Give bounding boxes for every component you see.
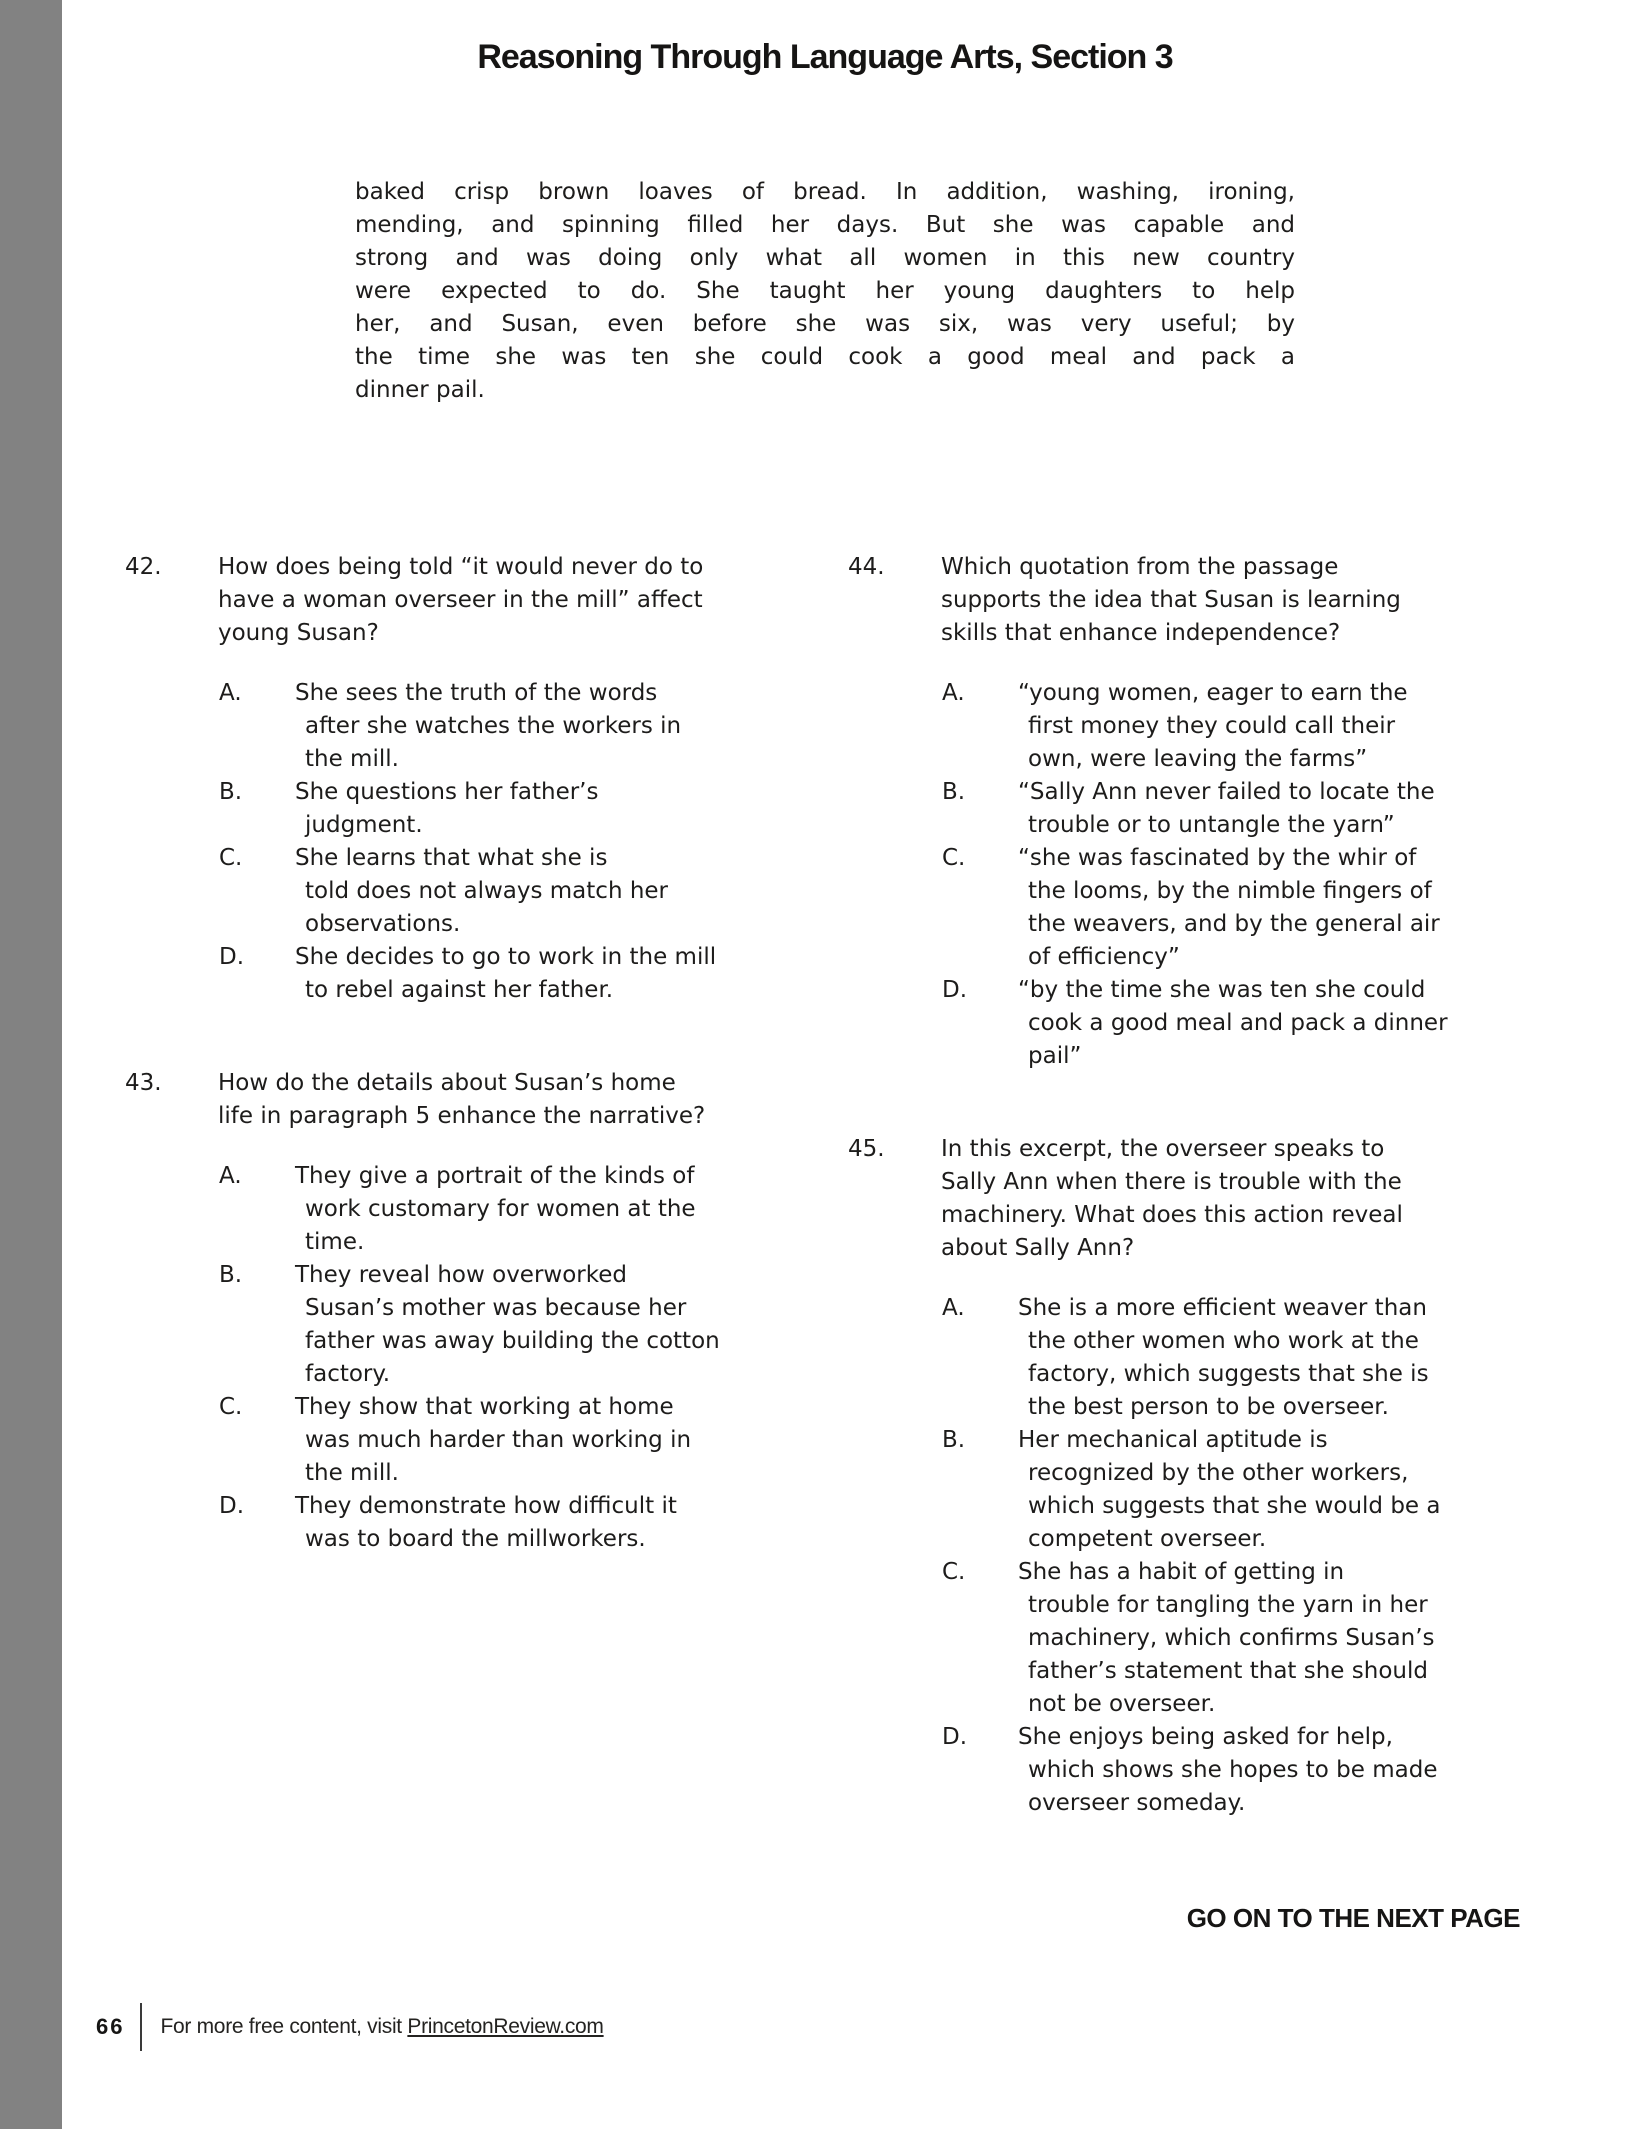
option-text-line: after she watches the workers in	[305, 713, 682, 739]
answer-option-C	[942, 1556, 1558, 1721]
passage-line: the time she was ten she could cook a good meal and pack a	[355, 344, 1295, 370]
option-letter: A.	[942, 680, 965, 706]
option-text-line: overseer someday.	[1028, 1790, 1246, 1816]
question-stem-line: supports the idea that Susan is learning	[941, 587, 1401, 613]
option-text	[1018, 842, 1440, 974]
page-number: 66	[96, 2014, 125, 2039]
option-letter: D.	[219, 1493, 245, 1519]
answer-options	[848, 677, 1558, 1073]
option-text	[295, 1259, 720, 1391]
question-row	[125, 551, 835, 650]
option-letter: D.	[219, 944, 245, 970]
answer-option-D	[942, 974, 1558, 1073]
option-text	[295, 1160, 696, 1259]
option-text-line: She learns that what she is	[295, 845, 608, 871]
option-text	[295, 677, 681, 776]
option-text-line: They give a portrait of the kinds of	[295, 1163, 695, 1189]
option-letter: B.	[942, 779, 966, 805]
passage-line: strong and was doing only what all women in this new country	[355, 245, 1295, 271]
passage-line: mending, and spinning filled her days. But she was capable and	[355, 212, 1295, 238]
option-text-line: “by the time she was ten she could	[1018, 977, 1426, 1003]
answer-option-B	[219, 776, 835, 842]
option-letter: A.	[219, 680, 242, 706]
question-stem-line: young Susan?	[218, 620, 379, 646]
option-text	[295, 1490, 677, 1556]
question-45	[848, 1133, 1558, 1820]
answer-options	[125, 677, 835, 1007]
option-text-line: told does not always match her	[305, 878, 669, 904]
option-text-line: trouble or to untangle the yarn”	[1028, 812, 1395, 838]
option-text	[1018, 974, 1448, 1073]
option-text	[1018, 1424, 1440, 1556]
footer-divider	[140, 2003, 142, 2051]
question-42	[125, 551, 835, 1007]
option-text-line: They show that working at home	[295, 1394, 674, 1420]
option-text-line: machinery, which confirms Susan’s	[1028, 1625, 1435, 1651]
option-text	[295, 1391, 691, 1490]
option-text-line: pail”	[1028, 1043, 1082, 1069]
answer-option-A	[219, 1160, 835, 1259]
option-text-line: They reveal how overworked	[295, 1262, 628, 1288]
question-number: 42.	[125, 554, 162, 580]
question-stem-line: How does being told “it would never do to	[218, 554, 704, 580]
question-row	[848, 1133, 1558, 1265]
option-text-line: “Sally Ann never failed to locate the	[1018, 779, 1435, 805]
option-text-line: was to board the millworkers.	[305, 1526, 646, 1552]
option-text	[295, 776, 598, 842]
option-letter: C.	[219, 845, 243, 871]
option-text-line: “she was fascinated by the whir of	[1018, 845, 1417, 871]
answer-option-C	[942, 842, 1558, 974]
option-text-line: to rebel against her father.	[305, 977, 614, 1003]
page-title: Reasoning Through Language Arts, Section 3	[477, 38, 1173, 76]
option-text-line: factory, which suggests that she is	[1028, 1361, 1429, 1387]
question-number: 43.	[125, 1070, 162, 1096]
answer-option-C	[219, 842, 835, 941]
question-stem-line: skills that enhance independence?	[941, 620, 1341, 646]
option-text-line: factory.	[305, 1361, 391, 1387]
option-text-line: the looms, by the nimble fingers of	[1028, 878, 1432, 904]
option-text	[1018, 1556, 1435, 1721]
answer-option-B	[942, 776, 1558, 842]
option-text-line: observations.	[305, 911, 461, 937]
option-letter: C.	[219, 1394, 243, 1420]
footer-text	[160, 2015, 603, 2039]
option-letter: D.	[942, 1724, 968, 1750]
answer-option-C	[219, 1391, 835, 1490]
option-text-line: first money they could call their	[1028, 713, 1396, 739]
answer-option-A	[219, 677, 835, 776]
option-text-line: competent overseer.	[1028, 1526, 1267, 1552]
question-stem	[941, 551, 1401, 650]
option-text-line: which shows she hopes to be made	[1028, 1757, 1438, 1783]
option-text	[1018, 1292, 1429, 1424]
option-text-line: of efficiency”	[1028, 944, 1180, 970]
question-stem-line: How do the details about Susan’s home	[218, 1070, 676, 1096]
option-text-line: time.	[305, 1229, 365, 1255]
option-text-line: not be overseer.	[1028, 1691, 1216, 1717]
option-text-line: She sees the truth of the words	[295, 680, 658, 706]
questions-column-left	[125, 551, 835, 1556]
option-letter: A.	[219, 1163, 242, 1189]
answer-options	[125, 1160, 835, 1556]
option-letter: B.	[942, 1427, 966, 1453]
option-text-line: work customary for women at the	[305, 1196, 696, 1222]
question-stem	[941, 1133, 1403, 1265]
passage-line: dinner pail.	[355, 377, 485, 403]
option-letter: B.	[219, 1262, 243, 1288]
option-text-line: the mill.	[305, 746, 399, 772]
answer-option-D	[942, 1721, 1558, 1820]
option-text-line: cook a good meal and pack a dinner	[1028, 1010, 1448, 1036]
option-text-line: She questions her father’s	[295, 779, 599, 805]
option-text-line: They demonstrate how difficult it	[295, 1493, 677, 1519]
footer-text-label: For more free content, visit	[160, 2015, 408, 2038]
page-footer	[96, 2003, 604, 2051]
question-number: 44.	[848, 554, 885, 580]
questions-column-right	[848, 551, 1558, 1820]
page-edge-gray-bar	[0, 0, 62, 2129]
answer-option-A	[942, 677, 1558, 776]
question-stem-line: life in paragraph 5 enhance the narrative?	[218, 1103, 706, 1129]
option-text-line: the weavers, and by the general air	[1028, 911, 1440, 937]
option-letter: C.	[942, 1559, 966, 1585]
question-row	[125, 1067, 835, 1133]
option-text-line: the best person to be overseer.	[1028, 1394, 1389, 1420]
option-letter: D.	[942, 977, 968, 1003]
answer-option-D	[219, 941, 835, 1007]
option-text-line: She enjoys being asked for help,	[1018, 1724, 1393, 1750]
option-text-line: Susan’s mother was because her	[305, 1295, 687, 1321]
question-stem	[218, 1067, 705, 1133]
option-text	[1018, 776, 1435, 842]
question-stem-line: machinery. What does this action reveal	[941, 1202, 1403, 1228]
question-43	[125, 1067, 835, 1556]
question-row	[848, 551, 1558, 650]
option-letter: B.	[219, 779, 243, 805]
option-text	[1018, 1721, 1437, 1820]
option-text	[295, 842, 668, 941]
option-text-line: She has a habit of getting in	[1018, 1559, 1345, 1585]
option-text	[295, 941, 716, 1007]
option-text-line: was much harder than working in	[305, 1427, 692, 1453]
question-44	[848, 551, 1558, 1073]
answer-options	[848, 1292, 1558, 1820]
go-on-instruction: GO ON TO THE NEXT PAGE	[1186, 1903, 1520, 1933]
option-text-line: judgment.	[305, 812, 423, 838]
option-text-line: the other women who work at the	[1028, 1328, 1419, 1354]
question-stem-line: Sally Ann when there is trouble with the	[941, 1169, 1402, 1195]
option-text-line: Her mechanical aptitude is	[1018, 1427, 1328, 1453]
option-text-line: which suggests that she would be a	[1028, 1493, 1441, 1519]
passage	[355, 176, 1295, 407]
option-text-line: the mill.	[305, 1460, 399, 1486]
answer-option-B	[219, 1259, 835, 1391]
option-text-line: She is a more efficient weaver than	[1018, 1295, 1427, 1321]
answer-option-A	[942, 1292, 1558, 1424]
passage-line: baked crisp brown loaves of bread. In addition, washing, ironing,	[355, 179, 1295, 205]
passage-line: were expected to do. She taught her young daughters to help	[355, 278, 1295, 304]
question-number: 45.	[848, 1136, 885, 1162]
question-stem-line: have a woman overseer in the mill” affect	[218, 587, 703, 613]
option-text-line: She decides to go to work in the mill	[295, 944, 717, 970]
question-stem-line: Which quotation from the passage	[941, 554, 1339, 580]
option-text-line: trouble for tangling the yarn in her	[1028, 1592, 1428, 1618]
option-letter: C.	[942, 845, 966, 871]
option-text	[1018, 677, 1408, 776]
footer-link[interactable]: PrincetonReview.com	[407, 2015, 604, 2038]
option-letter: A.	[942, 1295, 965, 1321]
question-stem-line: In this excerpt, the overseer speaks to	[941, 1136, 1385, 1162]
option-text-line: recognized by the other workers,	[1028, 1460, 1409, 1486]
passage-line: her, and Susan, even before she was six, was very useful; by	[355, 311, 1295, 337]
option-text-line: own, were leaving the farms”	[1028, 746, 1368, 772]
option-text-line: “young women, eager to earn the	[1018, 680, 1408, 706]
question-stem	[218, 551, 703, 650]
option-text-line: father’s statement that she should	[1028, 1658, 1428, 1684]
answer-option-B	[942, 1424, 1558, 1556]
answer-option-D	[219, 1490, 835, 1556]
question-stem-line: about Sally Ann?	[941, 1235, 1135, 1261]
option-text-line: father was away building the cotton	[305, 1328, 720, 1354]
